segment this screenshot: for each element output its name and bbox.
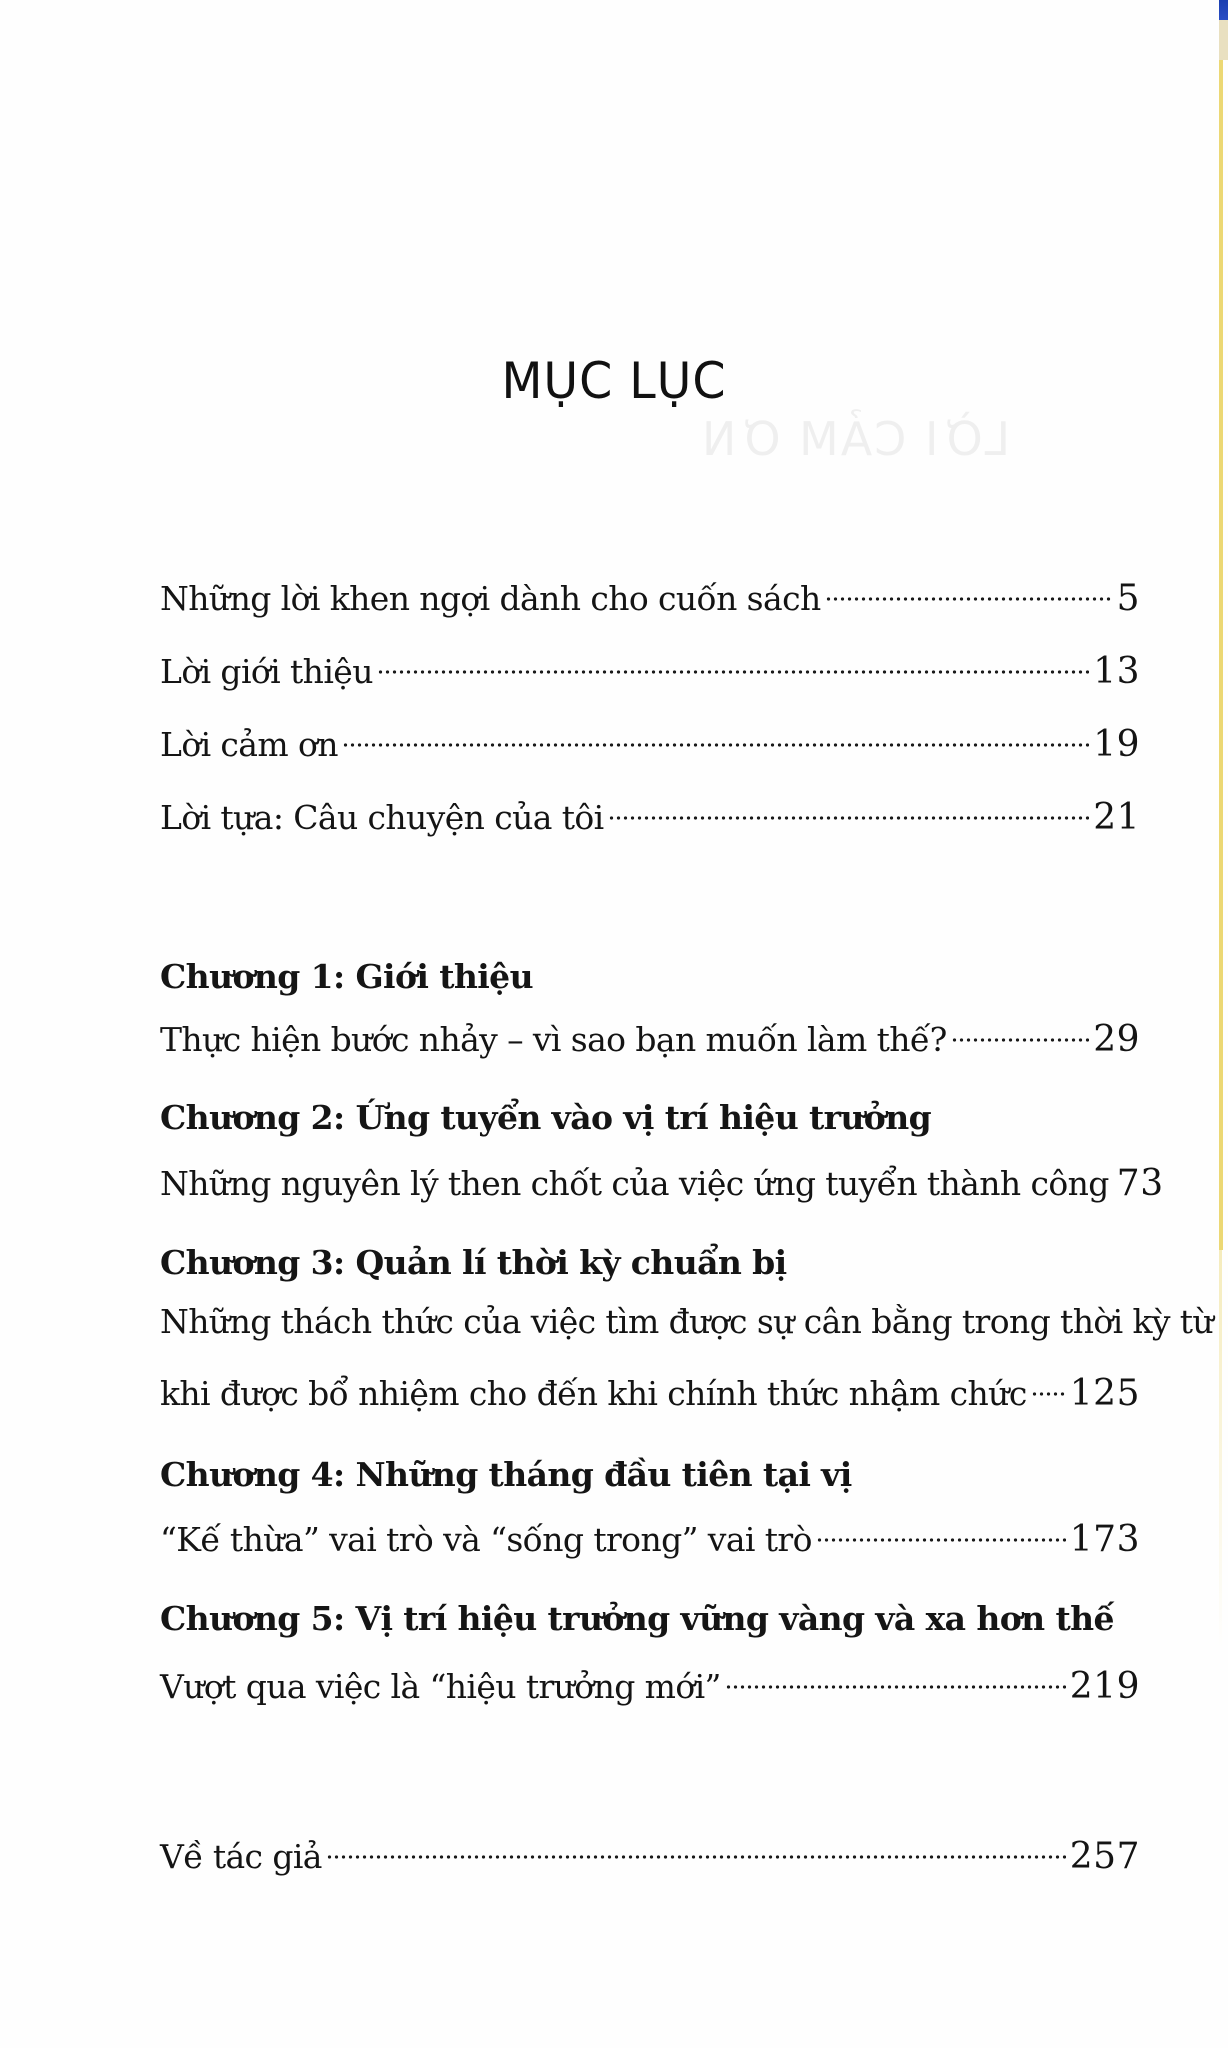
toc-entry-label: Lời tựa: Câu chuyện của tôi xyxy=(160,798,604,837)
toc-page-number: 219 xyxy=(1069,1666,1140,1707)
dot-leader xyxy=(825,570,1113,610)
toc-entry-label: Thực hiện bước nhảy – vì sao bạn muốn làm thế? xyxy=(160,1020,947,1059)
dot-leader xyxy=(608,789,1090,829)
toc-page-number: 13 xyxy=(1093,651,1140,692)
dot-leader xyxy=(1031,1365,1066,1405)
dot-leader xyxy=(377,643,1089,683)
toc-entry-preface[interactable] xyxy=(160,789,1140,838)
chapter-2-heading[interactable]: Chương 2: Ứng tuyển vào vị trí hiệu trưởng xyxy=(160,1098,932,1137)
toc-entry-chapter-3-line-1[interactable]: Những thách thức của việc tìm được sự cân bằng trong thời kỳ từ xyxy=(160,1302,1214,1341)
toc-page-number: 19 xyxy=(1093,724,1140,765)
dot-leader xyxy=(816,1511,1066,1551)
dot-leader xyxy=(951,1011,1090,1051)
toc-page-number: 173 xyxy=(1069,1519,1140,1560)
toc-entry-label: Về tác giả xyxy=(160,1837,322,1876)
dot-leader xyxy=(725,1658,1066,1698)
toc-entry-chapter-2[interactable] xyxy=(160,1155,1164,1204)
toc-entry-about-author[interactable] xyxy=(160,1828,1140,1877)
toc-entry-label: Vượt qua việc là “hiệu trưởng mới” xyxy=(160,1667,721,1706)
toc-entry-label: “Kế thừa” vai trò và “sống trong” vai trò xyxy=(160,1520,812,1559)
toc-page-number: 21 xyxy=(1093,797,1140,838)
toc-entry-label: Những nguyên lý then chốt của việc ứng tuyển thành công xyxy=(160,1164,1109,1203)
page-title: MỤC LỤC xyxy=(501,352,727,410)
book-cover-edge xyxy=(1219,0,1228,20)
toc-page-number: 73 xyxy=(1116,1163,1164,1204)
dot-leader xyxy=(342,716,1089,756)
toc-page-number: 257 xyxy=(1069,1836,1140,1877)
book-edge-tan xyxy=(1219,20,1228,60)
chapter-5-heading[interactable]: Chương 5: Vị trí hiệu trưởng vững vàng và xa hơn thế xyxy=(160,1599,1114,1638)
bleed-through-title: LỜI CẢM ƠN xyxy=(700,412,1011,466)
toc-entry-chapter-1[interactable] xyxy=(160,1011,1140,1060)
toc-entry-chapter-3[interactable] xyxy=(160,1365,1140,1414)
chapter-4-heading[interactable]: Chương 4: Những tháng đầu tiên tại vị xyxy=(160,1455,852,1494)
toc-entry-label: Những lời khen ngợi dành cho cuốn sách xyxy=(160,579,821,618)
toc-entry-label: Lời giới thiệu xyxy=(160,652,373,691)
chapter-3-heading[interactable]: Chương 3: Quản lí thời kỳ chuẩn bị xyxy=(160,1243,787,1282)
toc-page-number: 5 xyxy=(1116,578,1140,619)
toc-entry-chapter-5[interactable] xyxy=(160,1658,1140,1707)
dot-leader xyxy=(326,1828,1066,1868)
page-edge-yellow xyxy=(1219,60,1223,1250)
page-edge-fade xyxy=(1219,1250,1222,1650)
toc-page-number: 125 xyxy=(1069,1373,1140,1414)
toc-entry-label: khi được bổ nhiệm cho đến khi chính thức nhậm chức xyxy=(160,1374,1027,1413)
toc-entry-introduction[interactable] xyxy=(160,643,1140,692)
toc-entry-chapter-4[interactable] xyxy=(160,1511,1140,1560)
toc-entry-praise[interactable] xyxy=(160,570,1140,619)
toc-entry-label: Lời cảm ơn xyxy=(160,725,338,764)
toc-page-number: 29 xyxy=(1093,1019,1140,1060)
chapter-1-heading[interactable]: Chương 1: Giới thiệu xyxy=(160,957,533,996)
toc-entry-acknowledgements[interactable] xyxy=(160,716,1140,765)
